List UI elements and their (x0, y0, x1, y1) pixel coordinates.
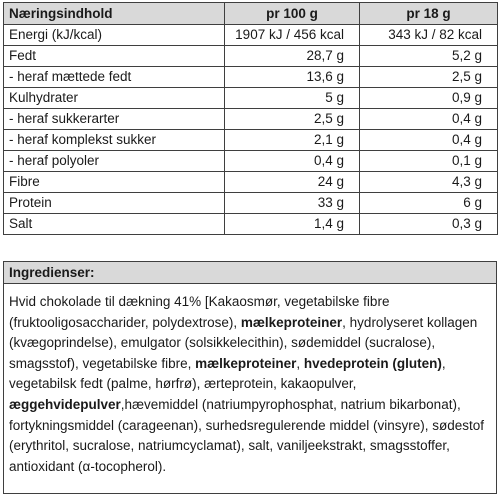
table-row (4, 67, 498, 88)
ingredients-heading: Ingredienser: (4, 262, 496, 284)
ingredient-text: ,hævemiddel (natriumpyrophosphat, natrium bikarbonat), fortykningsmiddel (carageenan), surhedsregulerende middel (vinsyre), sødestof (erythritol, sucralose, natriumcyclamat), salt, vaniljeekstrakt, smagsstoffer, antioxidant (α-tocopherol). (9, 396, 484, 474)
nutrition-table (3, 2, 498, 235)
ingredient-text: Hvid chokolade til dækning 41% [Kakaosmør, vegetabilske fibre (fruktooligosaccharider, polydextrose), (9, 294, 390, 330)
ingredients-box (3, 261, 497, 494)
table-row (4, 109, 498, 130)
allergen-text: mælkeproteiner (240, 314, 343, 330)
nutrition-body (4, 25, 498, 235)
table-row (4, 46, 498, 67)
ingredient-text: , hydrolyseret kollagen (kvægoprindelse), emulgator (solsikkelecithin), sødemiddel (sucralose), smagsstof), vegetabilske fibre, (9, 314, 478, 371)
table-row (4, 25, 498, 46)
value-per-100g: 1907 kJ / 456 kcal (225, 25, 360, 46)
allergen-text: mælkeproteiner (195, 355, 297, 371)
header-nutrient: Næringsindhold (4, 3, 225, 25)
value-per-18g: 4,3 g (360, 172, 498, 193)
value-per-100g: 0,4 g (225, 151, 360, 172)
table-row (4, 172, 498, 193)
value-per-18g: 0,4 g (360, 109, 498, 130)
value-per-100g: 1,4 g (225, 214, 360, 235)
value-per-100g: 33 g (225, 193, 360, 214)
allergen-text: hvedeprotein (gluten) (303, 355, 442, 371)
table-row (4, 151, 498, 172)
value-per-18g: 0,3 g (360, 214, 498, 235)
table-row (4, 88, 498, 109)
nutrition-header-row (4, 3, 498, 25)
nutrient-name: - heraf komplekst sukker (4, 130, 225, 151)
value-per-18g: 0,1 g (360, 151, 498, 172)
nutrient-name: Energi (kJ/kcal) (4, 25, 225, 46)
value-per-100g: 24 g (225, 172, 360, 193)
nutrient-name: - heraf mættede fedt (4, 67, 225, 88)
value-per-100g: 13,6 g (225, 67, 360, 88)
value-per-18g: 0,4 g (360, 130, 498, 151)
table-row (4, 214, 498, 235)
nutrient-name: Protein (4, 193, 225, 214)
value-per-100g: 2,1 g (225, 130, 360, 151)
nutrient-name: Fedt (4, 46, 225, 67)
value-per-18g: 0,9 g (360, 88, 498, 109)
ingredient-text: , (296, 355, 304, 371)
value-per-18g: 343 kJ / 82 kcal (360, 25, 498, 46)
value-per-100g: 5 g (225, 88, 360, 109)
nutrient-name: Kulhydrater (4, 88, 225, 109)
header-per-18g: pr 18 g (360, 3, 498, 25)
nutrient-name: - heraf sukkerarter (4, 109, 225, 130)
value-per-18g: 2,5 g (360, 67, 498, 88)
value-per-18g: 6 g (360, 193, 498, 214)
ingredients-text (4, 284, 496, 477)
table-row (4, 130, 498, 151)
header-per-100g: pr 100 g (225, 3, 360, 25)
value-per-18g: 5,2 g (360, 46, 498, 67)
nutrient-name: Fibre (4, 172, 225, 193)
allergen-text: æggehvidepulver (9, 396, 121, 412)
nutrient-name: - heraf polyoler (4, 151, 225, 172)
ingredient-text: , vegetabilsk fedt (palme, hørfrø), ærteprotein, kakaopulver, (9, 355, 446, 392)
nutrient-name: Salt (4, 214, 225, 235)
table-row (4, 193, 498, 214)
value-per-100g: 28,7 g (225, 46, 360, 67)
value-per-100g: 2,5 g (225, 109, 360, 130)
